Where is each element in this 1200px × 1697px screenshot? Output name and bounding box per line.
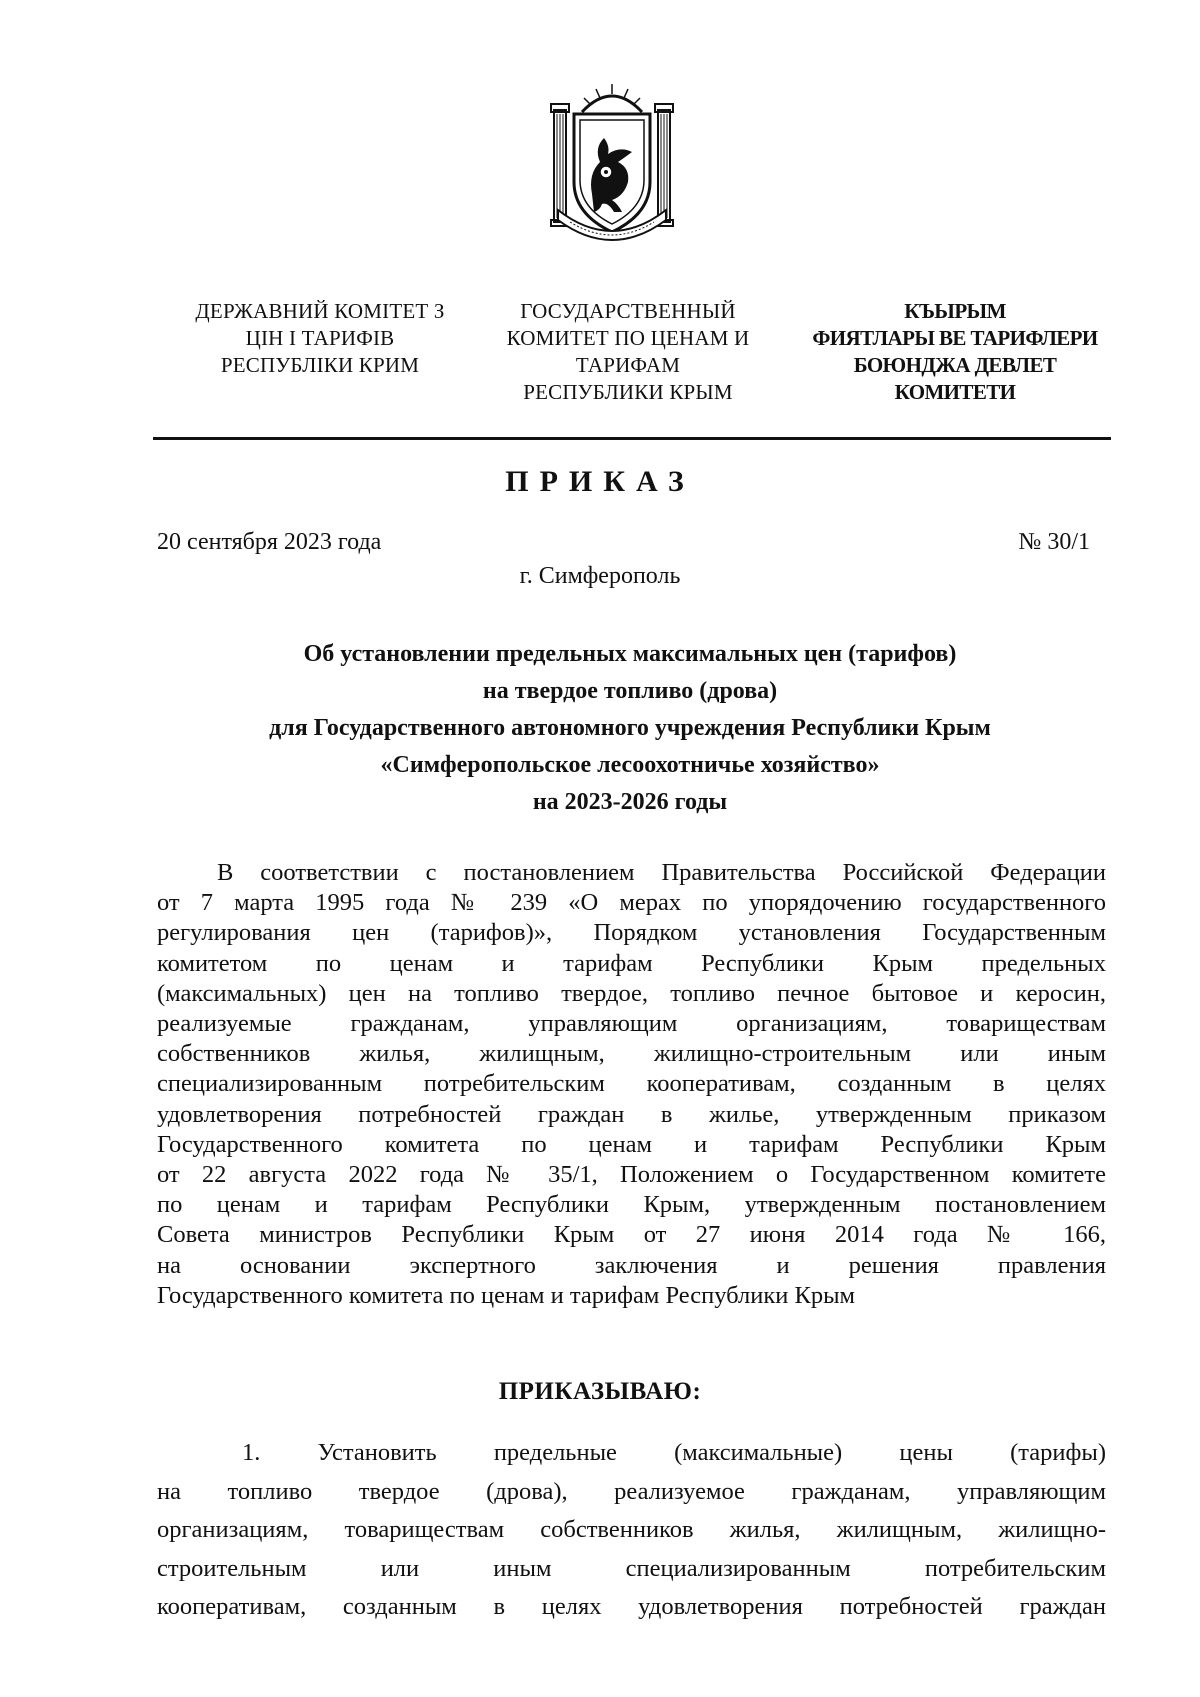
preamble-line: Совета министров Республики Крым от 27 июня 2014 года № 166, [157,1221,1106,1249]
header-russian-line: КОМИТЕТ ПО ЦЕНАМ И [506,326,750,350]
document-type-title: ПРИКАЗ [505,465,695,498]
header-russian-line: ГОСУДАРСТВЕННЫЙ [520,299,736,323]
document-subject [150,636,1110,821]
preamble-line: В соответствии с постановлением Правительства Российской Федерации [217,859,1106,886]
subject-line: для Государственного автономного учреждения Республики Крым [269,715,991,741]
subject-line: «Симферопольское лесоохотничье хозяйство» [380,752,880,778]
document-date: 20 сентября 2023 года [157,529,382,555]
document-city: г. Симферополь [519,563,681,589]
subject-line: на твердое топливо (дрова) [482,678,778,704]
header-divider [153,437,1111,440]
item-line: организациям, товариществам собственников жилья, жилищным, жилищно- [157,1516,1106,1543]
item-line: на топливо твердое (дрова), реализуемое гражданам, управляющим [157,1477,1106,1505]
preamble-line: специализированным потребительским кооперативам, созданным в целях [157,1070,1106,1098]
subject-line: Об установлении предельных максимальных цен (тарифов) [303,641,957,667]
header-russian [478,298,778,406]
header-crimean-tatar-line: КЪЫРЫМ [904,299,1006,323]
item-line: строительным или иным специализированным потребительским [157,1554,1106,1582]
preamble-paragraph [157,858,1106,1311]
preamble-line: от 22 августа 2022 года № 35/1, Положением о Государственном комитете [157,1161,1106,1189]
preamble-line: по ценам и тарифам Республики Крым, утвержденным постановлением [157,1191,1106,1219]
header-crimean-tatar [790,298,1120,406]
item-line: кооперативам, созданным в целях удовлетворения потребностей граждан [157,1593,1106,1620]
preamble-line: реализуемые гражданам, управляющим организациям, товариществам [157,1010,1106,1038]
preamble-line: на основании экспертного заключения и решения правления [157,1251,1106,1279]
header-crimean-tatar-line: БОЮНДЖА ДЕВЛЕТ [853,353,1057,377]
preamble-line: регулирования цен (тарифов)», Порядком установления Государственным [157,919,1106,947]
header-ukrainian [165,298,475,379]
coat-of-arms-emblem [548,82,676,242]
preamble-line: собственников жилья, жилищным, жилищно-строительным или иным [157,1040,1106,1068]
order-item-1 [157,1434,1106,1627]
subject-line: на 2023-2026 годы [532,789,728,815]
header-crimean-tatar-line: КОМИТЕТИ [894,380,1016,404]
document-number: № 30/1 [1018,529,1090,555]
header-crimean-tatar-line: ФИЯТЛАРЫ ВЕ ТАРИФЛЕРИ [812,326,1098,350]
preamble-line: комитетом по ценам и тарифам Республики Крым предельных [157,949,1106,977]
preamble-line: (максимальных) цен на топливо твердое, топливо печное бытовое и керосин, [157,979,1106,1007]
preamble-line: удовлетворения потребностей граждан в жилье, утвержденным приказом [157,1100,1106,1128]
header-ukrainian-line: РЕСПУБЛІКИ КРИМ [220,353,420,377]
header-russian-line: РЕСПУБЛИКИ КРЫМ [523,380,733,404]
header-ukrainian-line: ЦІН І ТАРИФІВ [245,326,395,350]
header-russian-line: ТАРИФАМ [575,353,681,377]
preamble-line: Государственного комитета по ценам и тарифам Республики Крым [157,1281,856,1309]
preamble-line: от 7 марта 1995 года № 239 «О мерах по упорядочению государственного [157,889,1106,917]
header-ukrainian-line: ДЕРЖАВНИЙ КОМІТЕТ З [195,299,445,323]
order-heading: ПРИКАЗЫВАЮ: [498,1378,702,1405]
item-line: 1. Установить предельные (максимальные) цены (тарифы) [242,1439,1106,1466]
preamble-line: Государственного комитета по ценам и тарифам Республики Крым [157,1130,1106,1158]
